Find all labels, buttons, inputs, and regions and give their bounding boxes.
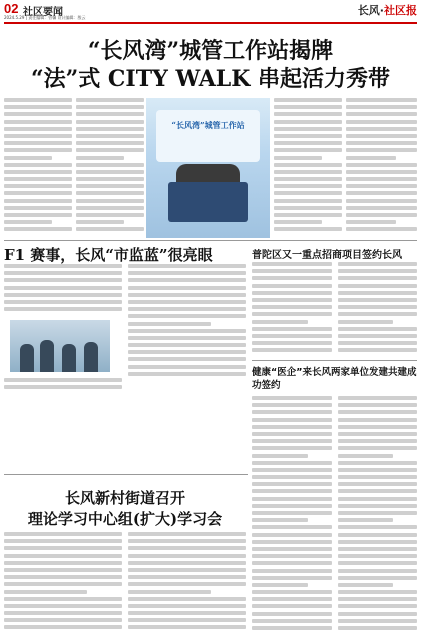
- text-line: [128, 278, 246, 282]
- text-line: [128, 625, 246, 629]
- text-line: [338, 482, 417, 486]
- main-story-col2: [76, 98, 144, 238]
- text-line: [274, 163, 342, 167]
- text-line: [346, 199, 417, 203]
- text-line: [4, 590, 87, 594]
- logo-text-red: 社区报: [384, 4, 417, 17]
- text-line: [4, 307, 122, 311]
- text-line: [76, 127, 144, 131]
- story4-col1: [252, 396, 332, 636]
- text-line: [338, 334, 417, 338]
- text-line: [338, 341, 417, 345]
- text-line: [76, 120, 144, 124]
- text-line: [128, 343, 246, 347]
- text-line: [252, 583, 308, 587]
- text-line: [346, 98, 417, 102]
- text-line: [4, 300, 122, 304]
- text-line: [4, 127, 72, 131]
- text-line: [274, 170, 342, 174]
- story3-col2: [338, 262, 417, 358]
- main-headline-line2: “法”式 CITY WALK 串起活力秀带: [30, 66, 391, 92]
- text-line: [338, 468, 417, 472]
- text-line: [346, 220, 396, 224]
- text-line: [274, 199, 342, 203]
- text-line: [4, 286, 122, 290]
- text-line: [76, 227, 144, 231]
- text-line: [252, 511, 332, 515]
- text-line: [338, 619, 417, 623]
- text-line: [274, 177, 342, 181]
- text-line: [274, 148, 342, 152]
- text-line: [4, 120, 72, 124]
- text-line: [346, 105, 417, 109]
- text-line: [4, 112, 72, 116]
- text-line: [4, 611, 122, 615]
- text-line: [4, 293, 122, 297]
- text-line: [128, 357, 246, 361]
- text-line: [128, 611, 246, 615]
- text-line: [274, 227, 342, 231]
- text-line: [274, 112, 342, 116]
- text-line: [338, 489, 417, 493]
- photo-sign-text: “长风湾”城管工作站: [171, 120, 245, 130]
- story2-headline: F1 赛事，长风“市监蓝”很亮眼: [4, 246, 213, 264]
- text-line: [76, 112, 144, 116]
- text-line: [76, 134, 144, 138]
- text-line: [338, 540, 417, 544]
- page-number: 02: [4, 1, 19, 16]
- text-line: [4, 625, 122, 629]
- text-line: [338, 284, 417, 288]
- text-line: [252, 540, 332, 544]
- text-line: [252, 468, 332, 472]
- text-line: [4, 163, 72, 167]
- text-line: [4, 105, 72, 109]
- story2-caption: [4, 378, 122, 394]
- story5-col1: [4, 532, 122, 636]
- text-line: [252, 489, 332, 493]
- text-line: [338, 597, 417, 601]
- text-line: [4, 561, 122, 565]
- text-line: [4, 575, 122, 579]
- photo-person: [62, 344, 76, 372]
- text-line: [76, 220, 124, 224]
- text-line: [4, 278, 122, 282]
- text-line: [252, 518, 308, 522]
- text-line: [338, 554, 417, 558]
- text-line: [338, 298, 417, 302]
- text-line: [274, 98, 342, 102]
- text-line: [252, 597, 332, 601]
- header-rule: [4, 22, 417, 24]
- text-line: [252, 439, 332, 443]
- text-line: [274, 184, 342, 188]
- text-line: [4, 539, 122, 543]
- text-line: [4, 148, 72, 152]
- photo-person: [20, 344, 34, 372]
- text-line: [338, 533, 417, 537]
- text-line: [338, 497, 417, 501]
- main-story-col1: [4, 98, 72, 238]
- text-line: [4, 206, 72, 210]
- text-line: [76, 206, 144, 210]
- text-line: [252, 626, 332, 630]
- text-line: [252, 554, 332, 558]
- text-line: [252, 403, 332, 407]
- text-line: [338, 504, 417, 508]
- text-line: [76, 213, 144, 217]
- story-divider: [4, 474, 248, 475]
- text-line: [128, 604, 246, 608]
- text-line: [252, 619, 332, 623]
- text-line: [346, 206, 417, 210]
- text-line: [4, 220, 52, 224]
- text-line: [338, 348, 417, 352]
- text-line: [338, 439, 417, 443]
- text-line: [346, 170, 417, 174]
- text-line: [128, 286, 246, 290]
- text-line: [128, 314, 246, 318]
- text-line: [252, 312, 332, 316]
- text-line: [338, 432, 417, 436]
- text-line: [252, 547, 332, 551]
- text-line: [128, 307, 246, 311]
- text-line: [4, 213, 72, 217]
- text-line: [338, 518, 393, 522]
- story-divider: [252, 360, 417, 361]
- text-line: [338, 475, 417, 479]
- main-story-col3: [274, 98, 342, 238]
- text-line: [252, 561, 332, 565]
- text-line: [252, 590, 332, 594]
- text-line: [346, 227, 417, 231]
- text-line: [4, 141, 72, 145]
- text-line: [128, 618, 246, 622]
- text-line: [76, 163, 144, 167]
- text-line: [274, 141, 342, 145]
- text-line: [4, 264, 122, 268]
- text-line: [338, 425, 417, 429]
- text-line: [4, 532, 122, 536]
- text-line: [128, 322, 211, 326]
- text-line: [76, 170, 144, 174]
- text-line: [128, 336, 246, 340]
- text-line: [252, 276, 332, 280]
- text-line: [4, 378, 122, 382]
- story5-headline-line2: 理论学习中心组(扩大)学习会: [27, 510, 223, 528]
- text-line: [128, 365, 246, 369]
- text-line: [338, 446, 417, 450]
- issue-meta: 2024.5.29 | 责任编辑：管馨 设计编辑：殷云: [4, 15, 86, 20]
- text-line: [338, 312, 417, 316]
- text-line: [4, 191, 72, 195]
- text-line: [128, 539, 246, 543]
- text-line: [128, 546, 246, 550]
- text-line: [252, 482, 332, 486]
- text-line: [346, 141, 417, 145]
- text-line: [346, 134, 417, 138]
- text-line: [252, 576, 332, 580]
- text-line: [252, 497, 332, 501]
- text-line: [338, 403, 417, 407]
- text-line: [346, 112, 417, 116]
- photo-table: [168, 182, 248, 222]
- text-line: [338, 305, 417, 309]
- main-story-col4: [346, 98, 417, 238]
- text-line: [338, 590, 417, 594]
- text-line: [252, 320, 308, 324]
- text-line: [128, 575, 246, 579]
- text-line: [338, 525, 417, 529]
- text-line: [274, 206, 342, 210]
- text-line: [4, 568, 122, 572]
- text-line: [252, 327, 332, 331]
- text-line: [76, 98, 144, 102]
- text-line: [274, 120, 342, 124]
- text-line: [338, 396, 417, 400]
- text-line: [338, 583, 393, 587]
- text-line: [128, 271, 246, 275]
- text-line: [338, 291, 417, 295]
- masthead: [0, 0, 421, 22]
- text-line: [76, 177, 144, 181]
- text-line: [252, 298, 332, 302]
- text-line: [4, 170, 72, 174]
- text-line: [338, 626, 417, 630]
- story3-col1: [252, 262, 332, 358]
- text-line: [252, 504, 332, 508]
- text-line: [4, 604, 122, 608]
- text-line: [252, 612, 332, 616]
- text-line: [128, 554, 246, 558]
- text-line: [128, 561, 246, 565]
- text-line: [4, 554, 122, 558]
- story3-headline: 普陀区又一重点招商项目签约长风: [252, 250, 402, 261]
- text-line: [274, 220, 322, 224]
- text-line: [4, 156, 52, 160]
- text-line: [338, 276, 417, 280]
- text-line: [252, 334, 332, 338]
- text-line: [4, 618, 122, 622]
- text-line: [4, 134, 72, 138]
- text-line: [252, 305, 332, 309]
- text-line: [346, 156, 396, 160]
- text-line: [4, 227, 72, 231]
- text-line: [346, 163, 417, 167]
- text-line: [252, 269, 332, 273]
- text-line: [128, 372, 246, 376]
- text-line: [76, 105, 144, 109]
- text-line: [252, 418, 332, 422]
- text-line: [338, 511, 417, 515]
- text-line: [252, 461, 332, 465]
- text-line: [4, 385, 122, 389]
- text-line: [4, 177, 72, 181]
- story5-headline-line1: 长风新村街道召开: [64, 489, 185, 507]
- text-line: [338, 454, 393, 458]
- text-line: [252, 410, 332, 414]
- text-line: [128, 293, 246, 297]
- text-line: [128, 532, 246, 536]
- text-line: [346, 148, 417, 152]
- text-line: [346, 120, 417, 124]
- text-line: [338, 604, 417, 608]
- section-title: 社区要闻: [23, 7, 63, 18]
- text-line: [76, 199, 144, 203]
- paper-logo: [358, 2, 417, 18]
- text-line: [76, 148, 144, 152]
- text-line: [338, 410, 417, 414]
- text-line: [4, 597, 122, 601]
- text-line: [338, 461, 417, 465]
- text-line: [128, 582, 246, 586]
- text-line: [4, 184, 72, 188]
- text-line: [252, 425, 332, 429]
- text-line: [338, 320, 393, 324]
- text-line: [338, 262, 417, 266]
- logo-text: 长风·: [357, 4, 384, 17]
- text-line: [128, 597, 246, 601]
- text-line: [252, 569, 332, 573]
- text-line: [274, 156, 322, 160]
- main-story-photo: [146, 98, 270, 238]
- text-line: [76, 141, 144, 145]
- text-line: [128, 329, 246, 333]
- text-line: [252, 396, 332, 400]
- text-line: [338, 612, 417, 616]
- text-line: [346, 177, 417, 181]
- text-line: [128, 590, 211, 594]
- photo-person: [40, 340, 54, 372]
- text-line: [252, 262, 332, 266]
- text-line: [76, 191, 144, 195]
- main-headline-line1: “长风湾”城管工作站揭牌: [87, 38, 334, 64]
- text-line: [76, 184, 144, 188]
- text-line: [274, 127, 342, 131]
- text-line: [338, 561, 417, 565]
- text-line: [4, 546, 122, 550]
- text-line: [274, 213, 342, 217]
- text-line: [274, 134, 342, 138]
- text-line: [346, 191, 417, 195]
- text-line: [4, 271, 122, 275]
- text-line: [128, 568, 246, 572]
- photo-sign: [156, 110, 260, 162]
- text-line: [252, 291, 332, 295]
- text-line: [338, 576, 417, 580]
- story2-col2: [128, 264, 246, 384]
- story2-photo: [10, 320, 110, 372]
- text-line: [252, 533, 332, 537]
- text-line: [252, 525, 332, 529]
- section-divider: [4, 240, 417, 241]
- story4-headline: 健康“医企”来长风两家单位发建共建成功签约: [252, 367, 417, 391]
- text-line: [128, 350, 246, 354]
- text-line: [252, 284, 332, 288]
- text-line: [128, 300, 246, 304]
- text-line: [252, 432, 332, 436]
- text-line: [252, 446, 332, 450]
- text-line: [338, 327, 417, 331]
- text-line: [252, 604, 332, 608]
- text-line: [338, 547, 417, 551]
- text-line: [338, 269, 417, 273]
- text-line: [252, 341, 332, 345]
- text-line: [274, 105, 342, 109]
- text-line: [4, 582, 122, 586]
- story2-col1: [4, 264, 122, 316]
- text-line: [338, 569, 417, 573]
- text-line: [252, 348, 332, 352]
- text-line: [346, 184, 417, 188]
- text-line: [252, 454, 308, 458]
- text-line: [274, 191, 342, 195]
- text-line: [76, 156, 124, 160]
- photo-person: [84, 342, 98, 372]
- text-line: [338, 418, 417, 422]
- text-line: [346, 213, 417, 217]
- text-line: [4, 199, 72, 203]
- text-line: [4, 98, 72, 102]
- story5-col2: [128, 532, 246, 636]
- story4-col2: [338, 396, 417, 636]
- text-line: [346, 127, 417, 131]
- text-line: [252, 475, 332, 479]
- text-line: [128, 264, 246, 268]
